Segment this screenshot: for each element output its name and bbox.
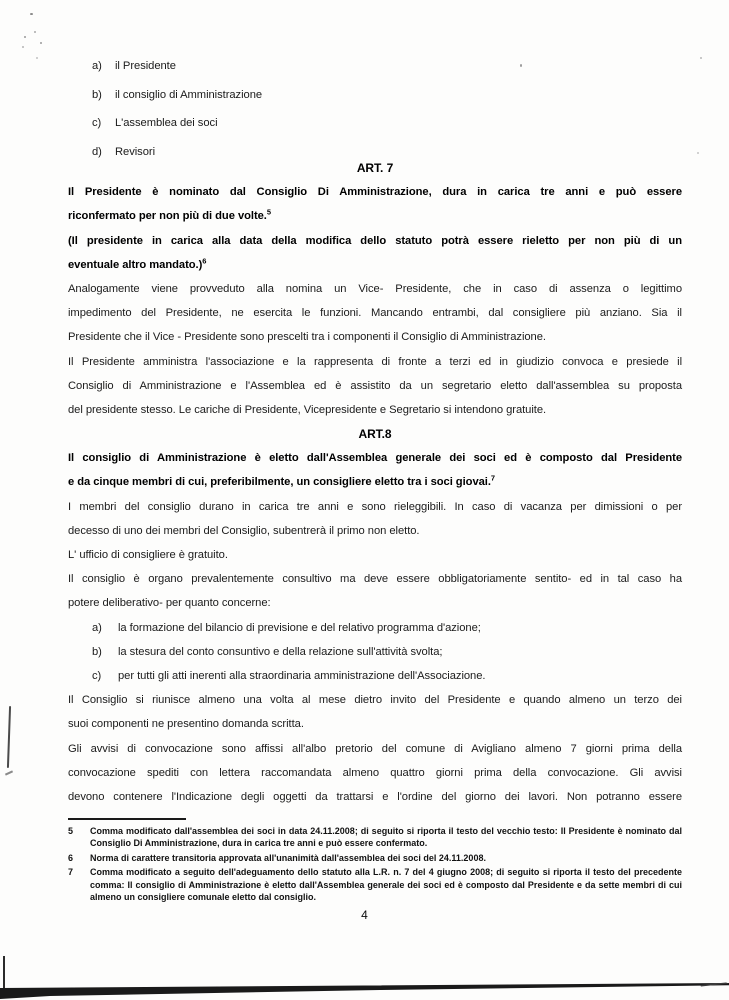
art7-paragraph-1: [68, 180, 682, 228]
list-item-text: la formazione del bilancio di previsione e del relativo programma d'azione;: [118, 621, 481, 634]
list-marker: b): [92, 88, 102, 101]
text-line: Consiglio di Amministrazione e l'Assemblea ed è assistito da un segretario eletto dall'assemblea su proposta: [68, 379, 682, 392]
text-line: devono contenere l'Indicazione degli oggetti da trattarsi e l'ordine del giorno dei lavori. Non potranno essere: [68, 790, 682, 803]
art8-paragraph-2: [68, 495, 682, 543]
text-line: L' ufficio di consigliere è gratuito.: [68, 549, 228, 561]
footnote-number: 7: [68, 867, 74, 878]
text-line: Il Consiglio si riunisce almeno una volta al mese dietro invito del Presidente e quando almeno un terzo dei: [68, 694, 682, 707]
text-line: I membri del consiglio durano in carica tre anni e sono rieleggibili. In caso di vacanza per dimissioni o per: [68, 500, 682, 513]
list-item: [68, 664, 682, 688]
footnote-number: 5: [68, 826, 74, 836]
list-item: [68, 640, 682, 664]
list-item-text: L'assemblea dei soci: [115, 117, 218, 129]
footnote-ref-7: 7: [490, 473, 496, 483]
scan-artifact-page-bottom-edge: [0, 982, 729, 1000]
footnote-5: [68, 825, 682, 850]
footnote-ref-6: 6: [202, 256, 207, 266]
organs-list: [68, 52, 682, 166]
article-8-heading: ART.8: [358, 427, 392, 442]
footnote-text: Comma modificato dall'assemblea dei soci in data 24.11.2008; di seguito si riporta il testo del vecchio testo: Il Presidente è nominato dal Consiglio Di Amministrazione, dura in carica tre anni e può essere confermato.: [90, 826, 682, 849]
text-line: impedimento del Presidente, ne esercita le funzioni. Mancando entrambi, dal consigliere più anziano. Sia il: [68, 307, 682, 320]
list-marker: c): [92, 117, 102, 129]
text-line: riconfermato per non più di due volte.$^5$: [68, 207, 271, 223]
list-item: [68, 81, 682, 110]
text-line: Gli avvisi di convocazione sono affissi all'albo pretorio del comune di Avigliano almeno 7 giorni prima della: [68, 742, 682, 755]
text-line: eventuale altro mandato.)$^6$: [68, 256, 207, 271]
text-line: Analogamente viene provveduto alla nomina un Vice- Presidente, che in caso di assenza o legittimo: [68, 282, 682, 295]
text-line: convocazione spediti con lettera raccomandata almeno quattro giorni prima della convocazione. Gli avvisi: [68, 766, 682, 779]
list-marker: a): [92, 621, 102, 634]
scan-speck: [36, 57, 38, 59]
art8-paragraph-4: [68, 567, 682, 615]
text-line: (Il presidente in carica alla data della modifica dello statuto potrà essere rieletto per non più di un: [68, 234, 682, 247]
footnote-separator: [68, 818, 186, 820]
text-line: potere deliberativo- per quanto concerne:: [68, 597, 271, 610]
footnote-text: Norma di carattere transitoria approvata all'unanimità dall'assemblea dei soci del 24.11.2008.: [90, 852, 486, 863]
text-line: Il Presidente è nominato dal Consiglio Di Amministrazione, dura in carica tre anni e può essere: [68, 186, 682, 199]
scan-speck: [34, 31, 36, 33]
footnote-number: 6: [68, 852, 74, 863]
footnote-7: [68, 866, 682, 903]
list-item-text: il consiglio di Amministrazione: [115, 88, 263, 101]
footnote-6: [68, 852, 682, 864]
list-item: [68, 52, 682, 81]
scan-speck: [30, 13, 33, 15]
scan-speck: [40, 42, 42, 44]
art7-paragraph-2: [68, 229, 682, 277]
scan-speck: [22, 46, 24, 48]
scan-speck: [520, 64, 522, 67]
list-marker: c): [92, 669, 102, 682]
page-number: 4: [361, 908, 368, 922]
text-line: del presidente stesso. Le cariche di Presidente, Vicepresidente e Segretario si intendono gratuite.: [68, 403, 547, 416]
scan-speck: [697, 152, 699, 154]
art8-paragraph-5: [68, 688, 682, 736]
list-item-text: la stesura del conto consuntivo e della relazione sull'attività svolta;: [118, 645, 443, 658]
scan-speck: [700, 57, 702, 59]
scan-speck: [24, 36, 26, 38]
art8-paragraph-1: [68, 446, 682, 494]
text-line: suoi componenti ne presentino domanda scritta.: [68, 718, 304, 731]
list-marker: d): [92, 145, 102, 158]
article-7-heading: ART. 7: [356, 161, 394, 175]
list-item: [68, 616, 682, 640]
footnote-ref-5: 5: [266, 207, 271, 217]
list-item-text: per tutti gli atti inerenti alla straordinaria amministrazione dell'Associazione.: [118, 669, 486, 682]
art7-paragraph-3: [68, 277, 682, 350]
art7-paragraph-4: [68, 350, 682, 423]
list-marker: a): [92, 60, 102, 72]
art8-paragraph-3: [68, 543, 682, 567]
scan-artifact-left-line: [7, 706, 11, 768]
scan-artifact-dash: [5, 770, 13, 775]
text-line: e da cinque membri di cui, preferibilmente, un consigliere eletto tra i soci giovai.$^7$: [68, 473, 496, 489]
list-item-text: il Presidente: [115, 60, 176, 72]
text-line: Il Presidente amministra l'associazione e la rappresenta di fronte a terzi ed in giudizio convoca e presiede il: [68, 355, 682, 368]
footnote-text: Comma modificato a seguito dell'adeguamento dello statuto alla L.R. n. 7 del 4 giugno 2008; di seguito si riporta il testo del precedente comma: Il consiglio di Amministrazione è eletto dall'Assemblea generale dei soci ed è composto dal Presidente e da sette membri di cui almeno un consigliere comunale eletto dal consiglio.: [90, 867, 682, 903]
text-line: decesso di uno dei membri del Consiglio, subentrerà il primo non eletto.: [68, 524, 420, 537]
text-line: Presidente che il Vice - Presidente sono prescelti tra i componenti il Consiglio di Amministrazione.: [68, 331, 546, 344]
document-body: [68, 52, 682, 809]
text-line: Il consiglio è organo prevalentemente consultivo ma deve essere obbligatoriamente sentito- ed in tal caso ha: [68, 573, 682, 586]
art8-paragraph-6: [68, 737, 682, 810]
list-marker: b): [92, 645, 102, 658]
footnotes-section: [68, 818, 682, 905]
list-item: [68, 109, 682, 138]
council-powers-list: [68, 616, 682, 689]
text-line: Il consiglio di Amministrazione è eletto dall'Assemblea generale dei soci ed è composto dal Presidente: [68, 452, 682, 465]
list-item-text: Revisori: [115, 145, 156, 158]
